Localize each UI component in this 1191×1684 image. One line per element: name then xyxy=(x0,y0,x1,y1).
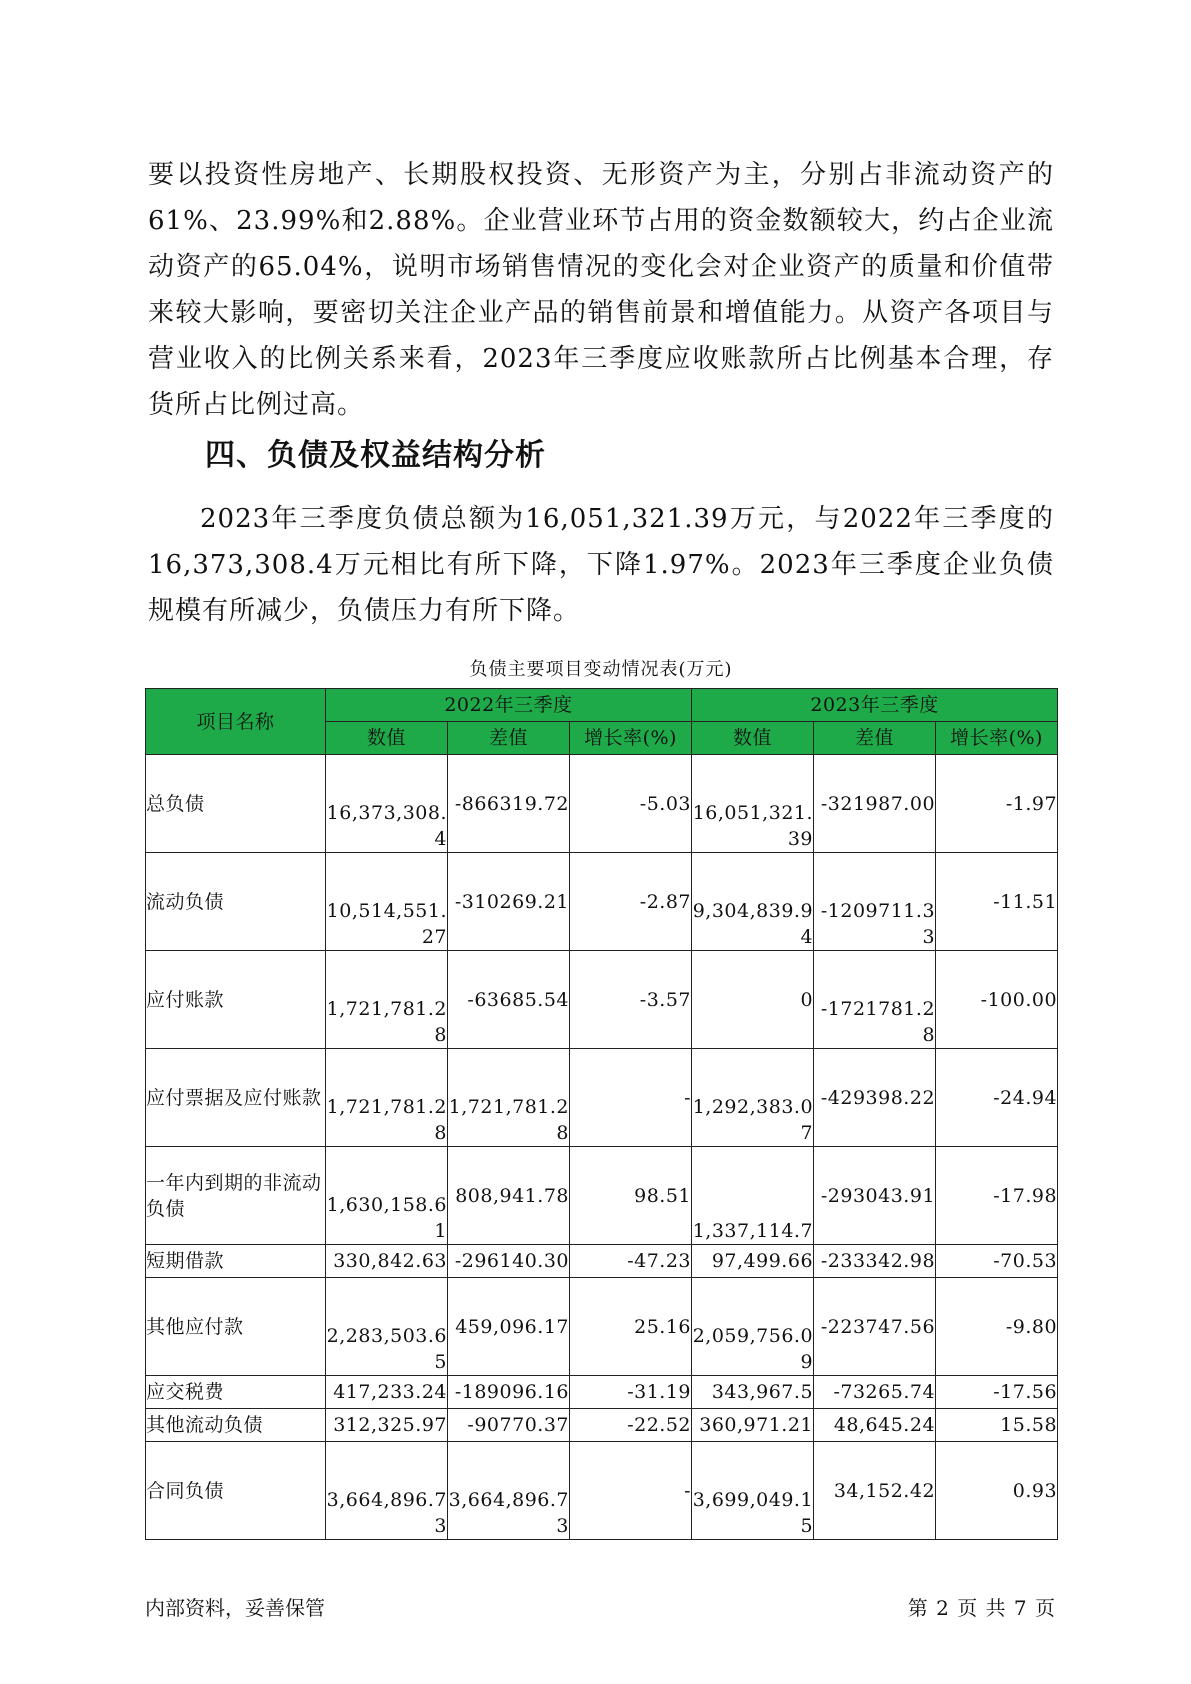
header-diff-2022: 差值 xyxy=(448,722,570,755)
body-paragraph-2: 2023年三季度负债总额为16,051,321.39万元，与2022年三季度的16,373,308.4万元相比有所下降，下降1.97%。2023年三季度企业负债规模有所减少，负债压力有所下降。 xyxy=(148,504,1054,626)
row-name: 流动负债 xyxy=(146,853,326,951)
value-2022: 330,842.63 xyxy=(326,1245,448,1278)
growth-2022: - xyxy=(570,1442,692,1540)
value-2022: 3,664,896.73 xyxy=(326,1442,448,1540)
growth-2022: -2.87 xyxy=(570,853,692,951)
value-2023: 343,967.5 xyxy=(692,1376,814,1409)
header-period-2023: 2023年三季度 xyxy=(692,689,1058,722)
header-growth-2023: 增长率(%) xyxy=(936,722,1058,755)
row-name: 应付账款 xyxy=(146,951,326,1049)
value-2023: 9,304,839.94 xyxy=(692,853,814,951)
growth-2023: 15.58 xyxy=(936,1409,1058,1442)
header-value-2022: 数值 xyxy=(326,722,448,755)
value-2023: 97,499.66 xyxy=(692,1245,814,1278)
value-2022: 1,721,781.28 xyxy=(326,951,448,1049)
growth-2023: -100.00 xyxy=(936,951,1058,1049)
diff-2022: -63685.54 xyxy=(448,951,570,1049)
growth-2022: -47.23 xyxy=(570,1245,692,1278)
table-row xyxy=(146,853,1058,951)
row-name: 合同负债 xyxy=(146,1442,326,1540)
growth-2023: -9.80 xyxy=(936,1278,1058,1376)
row-name: 其他流动负债 xyxy=(146,1409,326,1442)
row-name: 短期借款 xyxy=(146,1245,326,1278)
diff-2023: -321987.00 xyxy=(814,755,936,853)
value-2022: 16,373,308.4 xyxy=(326,755,448,853)
row-name: 总负债 xyxy=(146,755,326,853)
growth-2022: -22.52 xyxy=(570,1409,692,1442)
growth-2022: 98.51 xyxy=(570,1147,692,1245)
header-growth-2022: 增长率(%) xyxy=(570,722,692,755)
table-row xyxy=(146,1049,1058,1147)
diff-2022: -189096.16 xyxy=(448,1376,570,1409)
growth-2023: -1.97 xyxy=(936,755,1058,853)
growth-2022: -3.57 xyxy=(570,951,692,1049)
growth-2022: -31.19 xyxy=(570,1376,692,1409)
value-2022: 312,325.97 xyxy=(326,1409,448,1442)
footer-page-number: 第 2 页 共 7 页 xyxy=(907,1596,1056,1620)
diff-2023: -73265.74 xyxy=(814,1376,936,1409)
diff-2022: 3,664,896.73 xyxy=(448,1442,570,1540)
row-name: 一年内到期的非流动负债 xyxy=(146,1147,326,1245)
body-paragraph-1: 要以投资性房地产、长期股权投资、无形资产为主，分别占非流动资产的61%、23.99%和2.88%。企业营业环节占用的资金数额较大，约占企业流动资产的65.04%，说明市场销售情况的变化会对企业资产的质量和价值带来较大影响，要密切关注企业产品的销售前景和增值能力。从资产各项目与营业收入的比例关系来看，2023年三季度应收账款所占比例基本合理，存货所占比例过高。 xyxy=(148,160,1054,420)
value-2023: 360,971.21 xyxy=(692,1409,814,1442)
diff-2022: -866319.72 xyxy=(448,755,570,853)
diff-2023: 48,645.24 xyxy=(814,1409,936,1442)
table-row xyxy=(146,755,1058,853)
row-name: 其他应付款 xyxy=(146,1278,326,1376)
diff-2023: -1721781.28 xyxy=(814,951,936,1049)
value-2023: 2,059,756.09 xyxy=(692,1278,814,1376)
table-row xyxy=(146,1245,1058,1278)
header-diff-2023: 差值 xyxy=(814,722,936,755)
diff-2023: -223747.56 xyxy=(814,1278,936,1376)
value-2022: 1,721,781.28 xyxy=(326,1049,448,1147)
growth-2022: 25.16 xyxy=(570,1278,692,1376)
value-2022: 10,514,551.27 xyxy=(326,853,448,951)
diff-2022: 808,941.78 xyxy=(448,1147,570,1245)
value-2023: 1,337,114.7 xyxy=(692,1147,814,1245)
value-2023: 0 xyxy=(692,951,814,1049)
diff-2023: -293043.91 xyxy=(814,1147,936,1245)
diff-2022: 459,096.17 xyxy=(448,1278,570,1376)
table-caption: 负债主要项目变动情况表(万元) xyxy=(469,659,733,680)
diff-2023: -233342.98 xyxy=(814,1245,936,1278)
table-row xyxy=(146,1442,1058,1540)
value-2022: 417,233.24 xyxy=(326,1376,448,1409)
table-row xyxy=(146,1278,1058,1376)
header-item-name: 项目名称 xyxy=(146,689,326,755)
growth-2023: -17.98 xyxy=(936,1147,1058,1245)
value-2022: 1,630,158.61 xyxy=(326,1147,448,1245)
section-heading: 四、负债及权益结构分析 xyxy=(205,438,546,473)
growth-2022: - xyxy=(570,1049,692,1147)
diff-2022: -296140.30 xyxy=(448,1245,570,1278)
value-2023: 16,051,321.39 xyxy=(692,755,814,853)
diff-2023: 34,152.42 xyxy=(814,1442,936,1540)
header-period-2022: 2022年三季度 xyxy=(326,689,692,722)
diff-2023: -429398.22 xyxy=(814,1049,936,1147)
liabilities-table xyxy=(145,688,1058,1540)
growth-2023: 0.93 xyxy=(936,1442,1058,1540)
table-row xyxy=(146,951,1058,1049)
table-row xyxy=(146,1147,1058,1245)
growth-2023: -11.51 xyxy=(936,853,1058,951)
diff-2022: -310269.21 xyxy=(448,853,570,951)
table-row xyxy=(146,1409,1058,1442)
table-row xyxy=(146,1376,1058,1409)
footer-confidential-note: 内部资料，妥善保管 xyxy=(145,1596,325,1620)
row-name: 应付票据及应付账款 xyxy=(146,1049,326,1147)
growth-2023: -17.56 xyxy=(936,1376,1058,1409)
diff-2022: 1,721,781.28 xyxy=(448,1049,570,1147)
row-name: 应交税费 xyxy=(146,1376,326,1409)
growth-2023: -24.94 xyxy=(936,1049,1058,1147)
value-2023: 1,292,383.07 xyxy=(692,1049,814,1147)
header-value-2023: 数值 xyxy=(692,722,814,755)
diff-2023: -1209711.33 xyxy=(814,853,936,951)
value-2022: 2,283,503.65 xyxy=(326,1278,448,1376)
growth-2023: -70.53 xyxy=(936,1245,1058,1278)
diff-2022: -90770.37 xyxy=(448,1409,570,1442)
value-2023: 3,699,049.15 xyxy=(692,1442,814,1540)
growth-2022: -5.03 xyxy=(570,755,692,853)
